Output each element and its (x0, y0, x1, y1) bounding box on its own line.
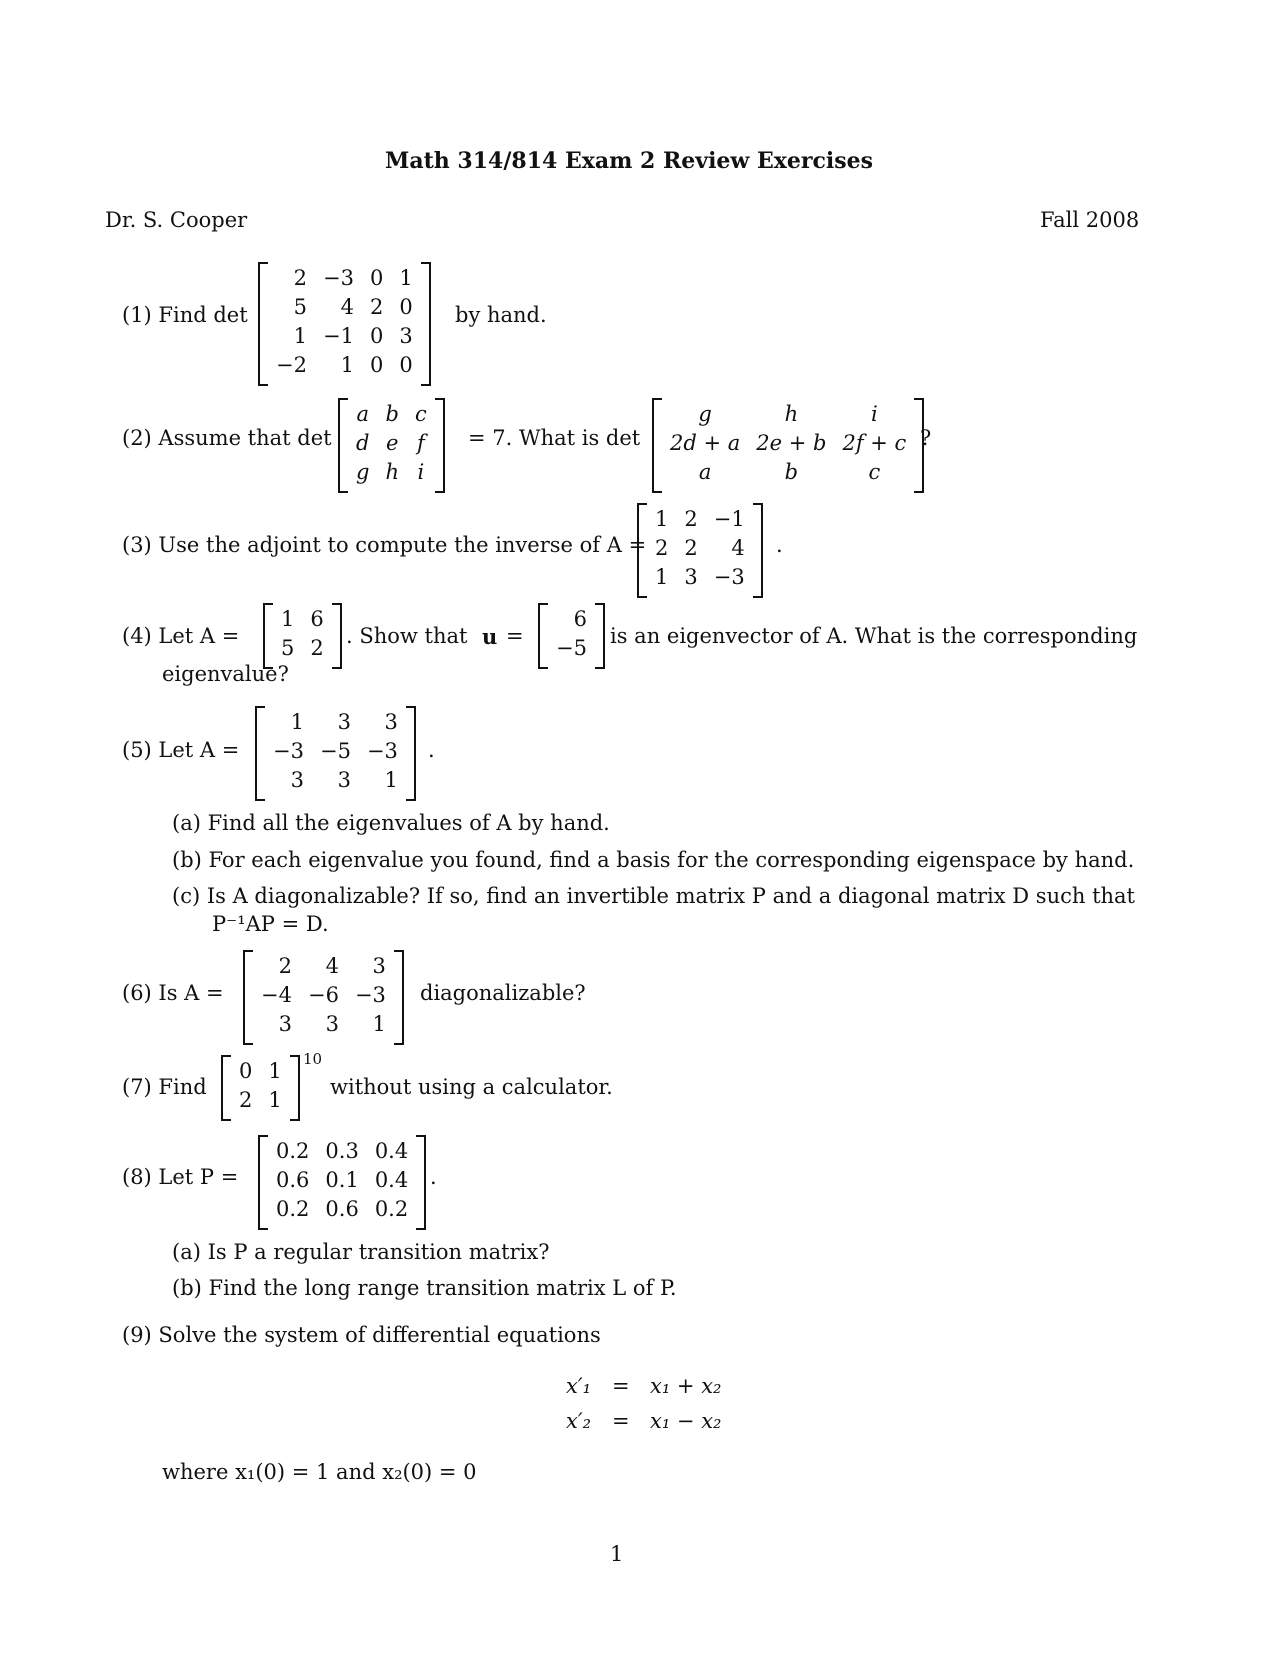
matrix-row (662, 400, 914, 429)
matrix-entry: 2d + a (670, 431, 741, 455)
matrix-entry: −5 (556, 636, 587, 660)
matrix-entry: −3 (273, 739, 304, 763)
matrix-row (231, 1086, 290, 1115)
problem-7-power: 10 (303, 1050, 323, 1068)
problem-1-suffix: by hand. (455, 303, 547, 327)
matrix-entry: a (356, 402, 369, 426)
matrix-entry: −3 (713, 565, 745, 589)
matrix-entry: 6 (573, 607, 587, 631)
matrix-entry: 1 (372, 1012, 386, 1036)
matrix-row (231, 1057, 290, 1086)
problem-4-line2: eigenvalue? (162, 662, 289, 686)
matrix-entry: 0.2 (276, 1139, 310, 1163)
matrix-entry: 1 (281, 607, 295, 631)
matrix-entry: f (416, 431, 425, 455)
problem-8-end: . (430, 1165, 437, 1189)
matrix-entry: 0 (399, 353, 413, 377)
problem-9-eq2-rhs: x₁ − x₂ (650, 1409, 722, 1433)
problem-3-end: . (776, 533, 783, 557)
problem-2-mid: = 7. What is det (468, 426, 641, 450)
matrix-entry: a (698, 460, 712, 484)
matrix-row (253, 1010, 394, 1039)
problem-3-label: (3) Use the adjoint to compute the inverse of A = (122, 533, 647, 557)
matrix-entry: g (356, 460, 370, 484)
matrix-entry: 1 (384, 768, 398, 792)
problem-1-label: (1) Find det (122, 303, 248, 327)
problem-4-vector (538, 603, 605, 665)
matrix-row (265, 737, 406, 766)
matrix-entry: −2 (276, 353, 307, 377)
matrix-entry: −3 (366, 739, 398, 763)
problem-1-matrix (258, 262, 431, 382)
matrix-entry: 4 (731, 536, 745, 560)
problem-9-eq2-lhs: x′₂ (566, 1409, 592, 1433)
matrix-entry: 1 (655, 507, 669, 531)
problem-8-part-a: (a) Is P a regular transition matrix? (172, 1240, 550, 1264)
matrix-entry: b (385, 402, 399, 426)
matrix-entry: 2f + c (842, 431, 907, 455)
matrix-row (348, 429, 435, 458)
matrix-entry: 0 (369, 324, 384, 348)
problem-3-matrix (637, 503, 763, 594)
matrix-entry: 2 (684, 507, 698, 531)
matrix-entry: 3 (278, 1012, 292, 1036)
problem-6-matrix (243, 950, 404, 1041)
matrix-row (647, 505, 753, 534)
term: Fall 2008 (1040, 208, 1140, 232)
problem-4-end: is an eigenvector of A. What is the corresponding (610, 624, 1138, 648)
matrix-entry: −3 (354, 983, 386, 1007)
matrix-row (647, 563, 753, 592)
matrix-row (265, 766, 406, 795)
matrix-row (268, 264, 421, 293)
matrix-row (662, 458, 914, 487)
matrix-entry: 0.6 (276, 1168, 310, 1192)
matrix-entry: i (417, 460, 425, 484)
matrix-entry: −5 (319, 739, 351, 763)
matrix-row (268, 322, 421, 351)
matrix-entry: i (871, 402, 878, 426)
matrix-row (273, 634, 332, 663)
problem-8-matrix (258, 1135, 426, 1226)
matrix-entry: 3 (684, 565, 698, 589)
matrix-entry: 0.4 (374, 1139, 409, 1163)
matrix-entry: 6 (310, 607, 324, 631)
matrix-row (348, 400, 435, 429)
problem-8-label: (8) Let P = (122, 1165, 239, 1189)
matrix-row (348, 458, 435, 487)
matrix-entry: 3 (325, 1012, 339, 1036)
matrix-entry: 1 (655, 565, 669, 589)
matrix-row (268, 1166, 416, 1195)
matrix-entry: 2 (239, 1088, 253, 1112)
matrix-row (273, 605, 332, 634)
matrix-row (268, 351, 421, 380)
matrix-entry: 0 (369, 353, 384, 377)
matrix-entry: 1 (290, 710, 304, 734)
matrix-entry: 1 (268, 1059, 282, 1083)
matrix-row (268, 1195, 416, 1224)
problem-7-label: (7) Find (122, 1075, 207, 1099)
matrix-entry: 4 (325, 954, 339, 978)
matrix-entry: 0.6 (325, 1197, 359, 1221)
problem-5-end: . (428, 738, 435, 762)
problem-9-label: (9) Solve the system of differential equations (122, 1323, 601, 1347)
matrix-row (268, 293, 421, 322)
matrix-row (662, 429, 914, 458)
matrix-entry: 3 (337, 710, 351, 734)
matrix-entry: 2 (369, 295, 384, 319)
matrix-entry: 3 (384, 710, 398, 734)
matrix-entry: 0.2 (374, 1197, 409, 1221)
problem-4-equals: = (506, 624, 524, 648)
problem-9-eq2-equals: = (612, 1409, 630, 1433)
matrix-entry: 3 (290, 768, 304, 792)
problem-2-label: (2) Assume that det (122, 426, 332, 450)
matrix-entry: 0.4 (374, 1168, 409, 1192)
page-number: 1 (610, 1542, 624, 1566)
matrix-entry: 0 (239, 1059, 253, 1083)
problem-4-vector-u: u (482, 624, 498, 649)
problem-5-label: (5) Let A = (122, 738, 240, 762)
problem-5-part-c-line2: P⁻¹AP = D. (212, 912, 329, 936)
problem-9-initial-conditions: where x₁(0) = 1 and x₂(0) = 0 (162, 1460, 477, 1484)
problem-2-end: ? (920, 426, 932, 450)
problem-5-part-c: (c) Is A diagonalizable? If so, find an invertible matrix P and a diagonal matrix D such that (172, 884, 1135, 908)
matrix-entry: 2 (684, 536, 698, 560)
problem-9-eq1-equals: = (612, 1374, 630, 1398)
problem-4-matrix (263, 603, 342, 665)
matrix-entry: 1 (268, 1088, 282, 1112)
problem-5-matrix (255, 706, 416, 797)
problem-9-eq1-lhs: x′₁ (566, 1374, 592, 1398)
matrix-entry: −1 (713, 507, 745, 531)
matrix-entry: 3 (399, 324, 413, 348)
problem-4-label: (4) Let A = (122, 624, 240, 648)
matrix-entry: h (784, 402, 799, 426)
problem-2-matrix-2 (652, 398, 924, 489)
problem-5-part-b: (b) For each eigenvalue you found, find a basis for the corresponding eigenspace by hand. (172, 848, 1135, 872)
matrix-entry: 0.3 (325, 1139, 359, 1163)
matrix-row (253, 981, 394, 1010)
matrix-row (265, 708, 406, 737)
problem-8-part-b: (b) Find the long range transition matrix L of P. (172, 1276, 677, 1300)
author: Dr. S. Cooper (105, 208, 248, 232)
matrix-row (647, 534, 753, 563)
matrix-entry: 2 (278, 954, 292, 978)
matrix-entry: 4 (340, 295, 354, 319)
problem-9-eq1-rhs: x₁ + x₂ (650, 1374, 722, 1398)
page-title: Math 314/814 Exam 2 Review Exercises (385, 148, 874, 174)
matrix-entry: d (356, 431, 370, 455)
problem-4-mid: . Show that (346, 624, 468, 648)
matrix-entry: g (698, 402, 712, 426)
matrix-entry: 0 (369, 266, 384, 290)
matrix-entry: 5 (281, 636, 295, 660)
matrix-row (253, 952, 394, 981)
matrix-entry: h (385, 460, 399, 484)
matrix-entry: 0 (399, 295, 413, 319)
matrix-entry: 1 (340, 353, 354, 377)
matrix-entry: b (784, 460, 799, 484)
problem-2-matrix-1 (338, 398, 445, 489)
problem-5-part-a: (a) Find all the eigenvalues of A by hand. (172, 811, 610, 835)
matrix-entry: 2e + b (756, 431, 827, 455)
matrix-row (548, 605, 595, 634)
matrix-entry: 5 (293, 295, 307, 319)
matrix-entry: 1 (399, 266, 413, 290)
matrix-row (548, 634, 595, 663)
matrix-entry: c (868, 460, 881, 484)
problem-6-end: diagonalizable? (420, 981, 586, 1005)
matrix-entry: e (386, 431, 399, 455)
matrix-entry: 2 (293, 266, 307, 290)
matrix-entry: −1 (322, 324, 354, 348)
problem-6-label: (6) Is A = (122, 981, 224, 1005)
matrix-entry: 3 (372, 954, 386, 978)
matrix-entry: −3 (322, 266, 354, 290)
matrix-entry: −4 (261, 983, 292, 1007)
matrix-row (268, 1137, 416, 1166)
matrix-entry: c (414, 402, 427, 426)
matrix-entry: 2 (655, 536, 669, 560)
matrix-entry: 0.2 (276, 1197, 310, 1221)
matrix-entry: 2 (310, 636, 324, 660)
matrix-entry: 1 (293, 324, 307, 348)
matrix-entry: −6 (307, 983, 339, 1007)
matrix-entry: 3 (337, 768, 351, 792)
problem-7-matrix (221, 1055, 300, 1117)
matrix-entry: 0.1 (325, 1168, 359, 1192)
problem-7-end: without using a calculator. (330, 1075, 613, 1099)
